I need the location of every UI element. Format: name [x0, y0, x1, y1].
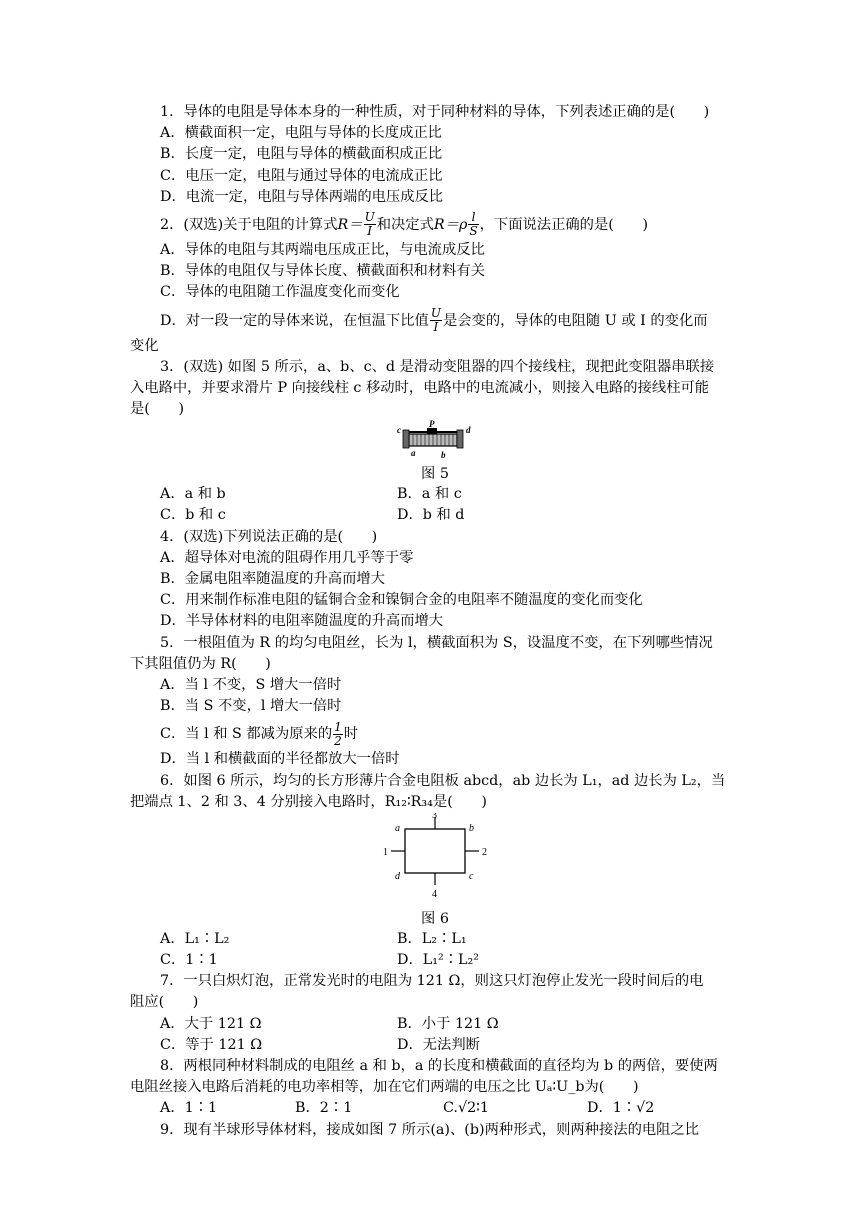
figure-6: [130, 813, 740, 909]
q4-stem: 4．(双选)下列说法正确的是( ): [160, 528, 378, 545]
q5-option-c-part-b: 时: [343, 726, 359, 743]
slider-p-label: P: [429, 420, 435, 430]
corner-a-label: a: [395, 822, 400, 834]
q7-options-row-2: [130, 1035, 740, 1056]
q5-option-c-den: 2: [334, 733, 342, 748]
corner-b-label: b: [469, 822, 474, 834]
q2-stem-part-c: ，下面说法正确的是( ): [479, 216, 649, 233]
q1-option-a: A．横截面积一定，电阻与导体的长度成正比: [160, 125, 442, 142]
q2-option-d-fraction: [430, 307, 442, 334]
q5-stem-line-2: 下其阻值仍为 R( ): [130, 655, 271, 672]
corner-c-label: c: [469, 870, 474, 882]
q7-option-b: B．小于 121 Ω: [397, 1015, 499, 1032]
q2-det-lhs: R＝ρ: [433, 216, 468, 233]
q7-stem-line-2: 阻应( ): [130, 994, 199, 1011]
q2-option-c: C．导体的电阻随工作温度变化而变化: [160, 284, 400, 301]
q2-option-d-continued: 变化: [130, 337, 159, 354]
terminal-d-label: d: [466, 425, 471, 436]
q8-option-b: B．2∶1: [295, 1100, 353, 1117]
q2-det-fraction: [468, 211, 478, 238]
q8-option-a: A．1∶1: [160, 1100, 218, 1117]
q1-option-b: B．长度一定，电阻与导体的横截面积成正比: [160, 146, 443, 163]
terminal-1-label: 1: [383, 846, 388, 858]
q1-option-d: D．电流一定，电阻与导体两端的电压成反比: [160, 188, 444, 205]
terminal-3-label: 3: [432, 812, 437, 821]
q3-stem-line-3: 是( ): [130, 401, 185, 418]
q3-stem-line-2: 入电路中，并要求滑片 P 向接线柱 c 移动时，电路中的电流减小，则接入电路的接线柱可能: [130, 379, 710, 396]
q2-option-a: A．导体的电阻与其两端电压成正比，与电流成反比: [160, 241, 485, 258]
q6-stem-line-2: 把端点 1、2 和 3、4 分别接入电路时，R₁₂∶R₃₄是( ): [130, 793, 487, 810]
q3-stem-line-1: 3．(双选) 如图 5 所示，a、b、c、d 是滑动变阻器的四个接线柱，现把此变阻器串联接: [160, 358, 715, 375]
q6-stem-line-1: 6．如图 6 所示，均匀的长方形薄片合金电阻板 abcd，ab 边长为 L₁，ad 边长为 L₂，当: [160, 772, 726, 789]
q8-option-d: D．1∶√2: [587, 1100, 655, 1117]
q6-option-a: A．L₁∶L₂: [160, 930, 230, 947]
q7-options-row-1: [130, 1014, 740, 1035]
worksheet: [130, 102, 740, 1141]
q4-option-c: C．用来制作标准电阻的锰铜合金和镍铜合金的电阻率不随温度的变化而变化: [160, 592, 643, 609]
q2-calc-fraction: [364, 211, 376, 238]
resistor-plate: [405, 829, 465, 873]
rheostat-diagram: [395, 420, 475, 460]
q2-option-d-den: I: [433, 320, 439, 334]
q3-options-row-1: [130, 484, 740, 505]
q5-option-c-num: 1: [334, 719, 342, 734]
q2-stem-part-a: 2．(双选)关于电阻的计算式: [160, 216, 338, 233]
q3-option-d: D．b 和 d: [397, 507, 465, 524]
q8-stem-line-1: 8．两根同种材料制成的电阻丝 a 和 b，a 的长度和横截面的直径均为 b 的两倍，要使两: [160, 1058, 718, 1074]
q2-calc-num: U: [364, 210, 375, 225]
q7-option-d: D．无法判断: [397, 1036, 480, 1053]
q4-option-d: D．半导体材料的电阻率随温度的升高而增大: [160, 613, 444, 630]
corner-d-label: d: [395, 870, 400, 882]
resistor-plate-diagram: [375, 813, 495, 905]
q3-option-b: B．a 和 c: [397, 486, 462, 503]
q5-option-b: B．当 S 不变，l 增大一倍时: [160, 698, 342, 715]
terminal-a-label: a: [411, 448, 416, 459]
terminal-2-label: 2: [482, 846, 487, 858]
q4-option-a: A．超导体对电流的阻碍作用几乎等于零: [160, 549, 414, 566]
q3-options-row-2: [130, 505, 740, 526]
figure-6-caption: 图 6: [421, 910, 449, 927]
q3-option-a: A．a 和 b: [160, 486, 226, 503]
terminal-c-label: c: [397, 425, 401, 436]
q8-option-c: C.√2∶1: [443, 1100, 489, 1117]
q7-stem-line-1: 7．一只白炽灯泡，正常发光时的电阻为 121 Ω，则这只灯泡停止发光一段时间后的电: [160, 973, 704, 990]
q2-stem-part-b: 和决定式: [376, 216, 434, 233]
q5-option-a: A．当 l 不变，S 增大一倍时: [160, 676, 342, 693]
q5-stem-line-1: 5．一根阻值为 R 的均匀电阻丝，长为 l，横截面积为 S，设温度不变，在下列哪些情况: [160, 634, 713, 651]
q1-stem: 1．导体的电阻是导体本身的一种性质，对于同种材料的导体，下列表述正确的是( ): [160, 104, 710, 120]
q2-option-d: [130, 304, 740, 336]
q5-option-c-fraction: [333, 721, 343, 748]
q6-option-b: B．L₂∶L₁: [397, 930, 467, 947]
q2-stem: [130, 208, 740, 240]
q3-option-c: C．b 和 c: [160, 507, 226, 524]
q6-option-d: D．L₁²∶L₂²: [397, 952, 479, 969]
q7-option-a: A．大于 121 Ω: [160, 1015, 262, 1032]
q5-option-c: [130, 717, 740, 749]
q2-det-den: S: [469, 224, 478, 239]
q8-stem-line-2: 电阻丝接入电路后消耗的电功率相等，加在它们两端的电压之比 Uₐ∶U_b为( ): [130, 1079, 639, 1096]
q2-option-d-num: U: [430, 306, 441, 320]
q6-options-row-2: [130, 950, 740, 971]
q2-calc-den: I: [367, 224, 373, 239]
q2-det-num: l: [468, 211, 478, 225]
q9-stem-line-1: 9．现有半球形导体材料，接成如图 7 所示(a)、(b)两种形式，则两种接法的电阻之比: [160, 1121, 700, 1138]
q5-option-c-part-a: C．当 l 和 S 都减为原来的: [160, 726, 333, 743]
q2-option-b: B．导体的电阻仅与导体长度、横截面积和材料有关: [160, 263, 486, 280]
q6-options-row-1: [130, 929, 740, 950]
rheostat-left-mount: [403, 430, 409, 448]
q6-option-c: C．1∶1: [160, 952, 218, 969]
q5-option-d: D．当 l 和横截面的半径都放大一倍时: [160, 751, 400, 768]
figure-5-caption: 图 5: [421, 466, 449, 483]
q1-option-c: C．电压一定，电阻与通过导体的电流成正比: [160, 167, 443, 184]
figure-5: [130, 420, 740, 464]
terminal-b-label: b: [441, 450, 446, 461]
q4-option-b: B．金属电阻率随温度的升高而增大: [160, 571, 385, 587]
q8-options-row: [130, 1098, 740, 1119]
q2-calc-lhs: R＝: [337, 216, 363, 233]
q2-option-d-part-b: 是会变的，导体的电阻随 U 或 I 的变化而: [442, 312, 708, 329]
terminal-4-label: 4: [432, 888, 437, 900]
rheostat-right-mount: [457, 430, 463, 448]
q7-option-c: C．等于 121 Ω: [160, 1036, 263, 1053]
q2-option-d-part-a: D．对一段一定的导体来说，在恒温下比值: [160, 312, 429, 329]
